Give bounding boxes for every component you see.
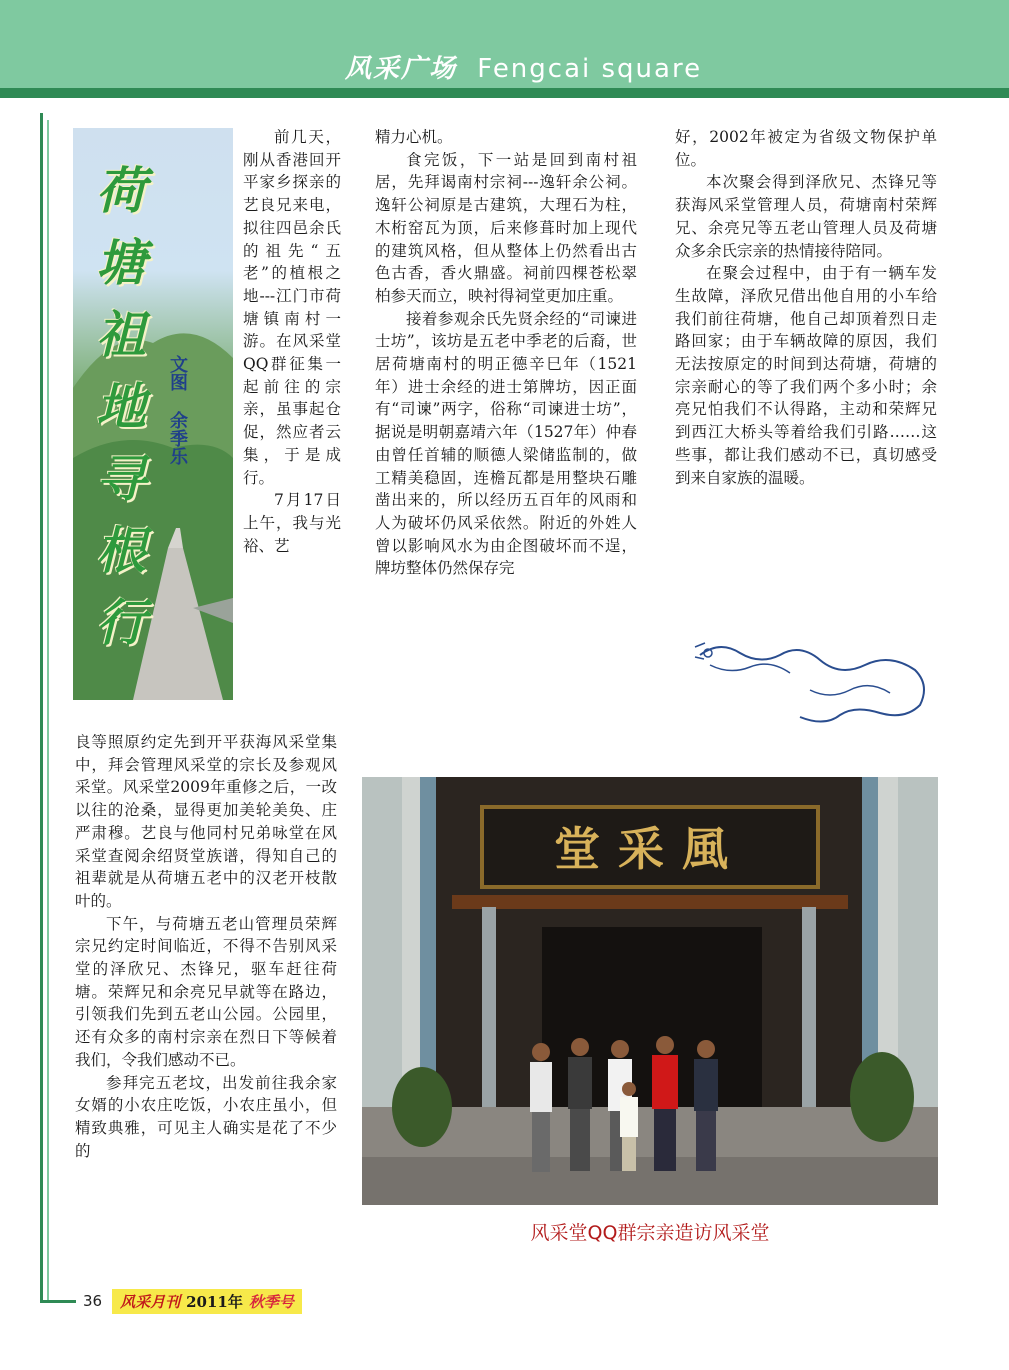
paragraph: 良等照原约定先到开平获海风采堂集中，拜会管理风采堂的宗长及参观风采堂。风采堂2009年重修之后，一改以往的沧桑，显得更加美轮美奂、庄严肃穆。艺良与他同村兄弟咏堂在风采堂查阅余绍贤堂族谱，得知自己的祖辈就是从荷塘五老中的汉老开枝散叶的。	[75, 733, 337, 910]
byline-label: 文图	[167, 355, 188, 391]
title-image-panel	[73, 128, 233, 700]
byline	[162, 355, 192, 465]
column-2	[375, 126, 637, 580]
title-char: 行	[96, 593, 146, 652]
column-3	[675, 126, 937, 489]
column-1-narrow	[243, 126, 341, 557]
magazine-name: 风采月刊	[120, 1292, 181, 1311]
paragraph: 7月17日上午，我与光裕、艺	[243, 491, 341, 555]
page-footer	[83, 1288, 302, 1314]
section-title	[345, 48, 702, 85]
page-border-inner	[47, 120, 49, 1300]
title-char: 祖	[96, 305, 146, 364]
hall-photo	[362, 777, 938, 1205]
dragon-ornament	[690, 635, 935, 730]
paragraph: 下午，与荷塘五老山管理员荣辉宗兄约定时间临近，不得不告别风采堂的泽欣兄、杰锋兄，驱车赶往荷塘。荣辉兄和余亮兄早就等在路边，引领我们先到五老山公园。公园里，还有众多的南村宗亲在烈日下等候着我们，令我们感动不已。	[75, 914, 337, 1069]
section-title-en: Fengcai square	[477, 54, 703, 84]
paragraph: 精力心机。	[375, 128, 453, 146]
photo-caption: 风采堂QQ群宗亲造访风采堂	[530, 1222, 770, 1244]
column-1	[75, 731, 337, 1162]
page-border-outer	[40, 113, 43, 1303]
byline-author: 余季乐	[167, 411, 188, 465]
section-title-zh: 风采广场	[345, 54, 458, 84]
hall-photo-illustration	[362, 777, 938, 1205]
issue-year: 2011年	[186, 1292, 243, 1311]
article-title	[91, 163, 151, 651]
page-number: 36	[83, 1292, 103, 1310]
paragraph: 食完饭，下一站是回到南村祖居，先拜谒南村宗祠---逸轩余公祠。逸轩公祠原是古建筑，大理石为柱，木桁窑瓦为顶，后来修葺时加上现代的建筑风格，但从整体上仍然看出古色古香，香火鼎盛。祠前四棵苍松翠柏参天而立，映衬得祠堂更加庄重。	[375, 150, 637, 305]
paragraph: 前几天，刚从香港回开平家乡探亲的艺良兄来电，拟往四邑余氏的祖先“五老”的植根之地---江门市荷塘镇南村一游。在风采堂QQ群征集一起前往的宗亲，虽事起仓促，然应者云集，于是成行。	[243, 128, 341, 487]
title-char: 地	[96, 377, 146, 436]
paragraph: 在聚会过程中，由于有一辆车发生故障，泽欣兄借出他自用的小车给我们前往荷塘，他自己却顶着烈日走路回家；由于车辆故障的原因，我们无法按原定的时间到达荷塘，荷塘的宗亲耐心的等了我们两个多小时；余亮兄怕我们不认得路，主动和荣辉兄到西江大桥头等着给我们引路……这些事，都让我们感动不已，真切感受到来自家族的温暖。	[675, 264, 937, 487]
title-char: 荷	[96, 161, 146, 220]
magazine-tag	[112, 1289, 302, 1314]
header-stripe	[0, 88, 1009, 98]
title-char: 塘	[96, 233, 146, 292]
page-border-bottom	[40, 1300, 76, 1303]
issue-season: 秋季号	[248, 1292, 294, 1311]
paragraph: 好，2002年被定为省级文物保护单位。	[675, 128, 937, 169]
title-char: 寻	[96, 449, 146, 508]
paragraph: 本次聚会得到泽欣兄、杰锋兄等获海风采堂管理人员，荷塘南村荣辉兄、余亮兄等五老山管理人员及荷塘众多余氏宗亲的热情接待陪同。	[675, 173, 937, 260]
paragraph: 接着参观余氏先贤余经的“司谏进士坊”，该坊是五老中季老的后裔，世居荷塘南村的明正德辛巳年（1521年）进士余经的进士第牌坊，因正面有“司谏”两字，俗称“司谏进士坊”，据说是明朝嘉靖六年（1527年）仲春由曾任首辅的顺德人梁储监制的，做工精美稳固，连檐瓦都是用整块石雕凿出来的，所以经历五百年的风雨和人为破坏仍风采依然。附近的外姓人曾以影响风水为由企图破坏而不逞，牌坊整体仍然保存完	[375, 309, 637, 578]
title-char: 根	[96, 521, 146, 580]
paragraph: 参拜完五老坟，出发前往我余家女婿的小农庄吃饭，小农庄虽小，但精致典雅，可见主人确实是花了不少的	[75, 1073, 337, 1160]
plaque-text: 堂采風	[554, 822, 746, 876]
